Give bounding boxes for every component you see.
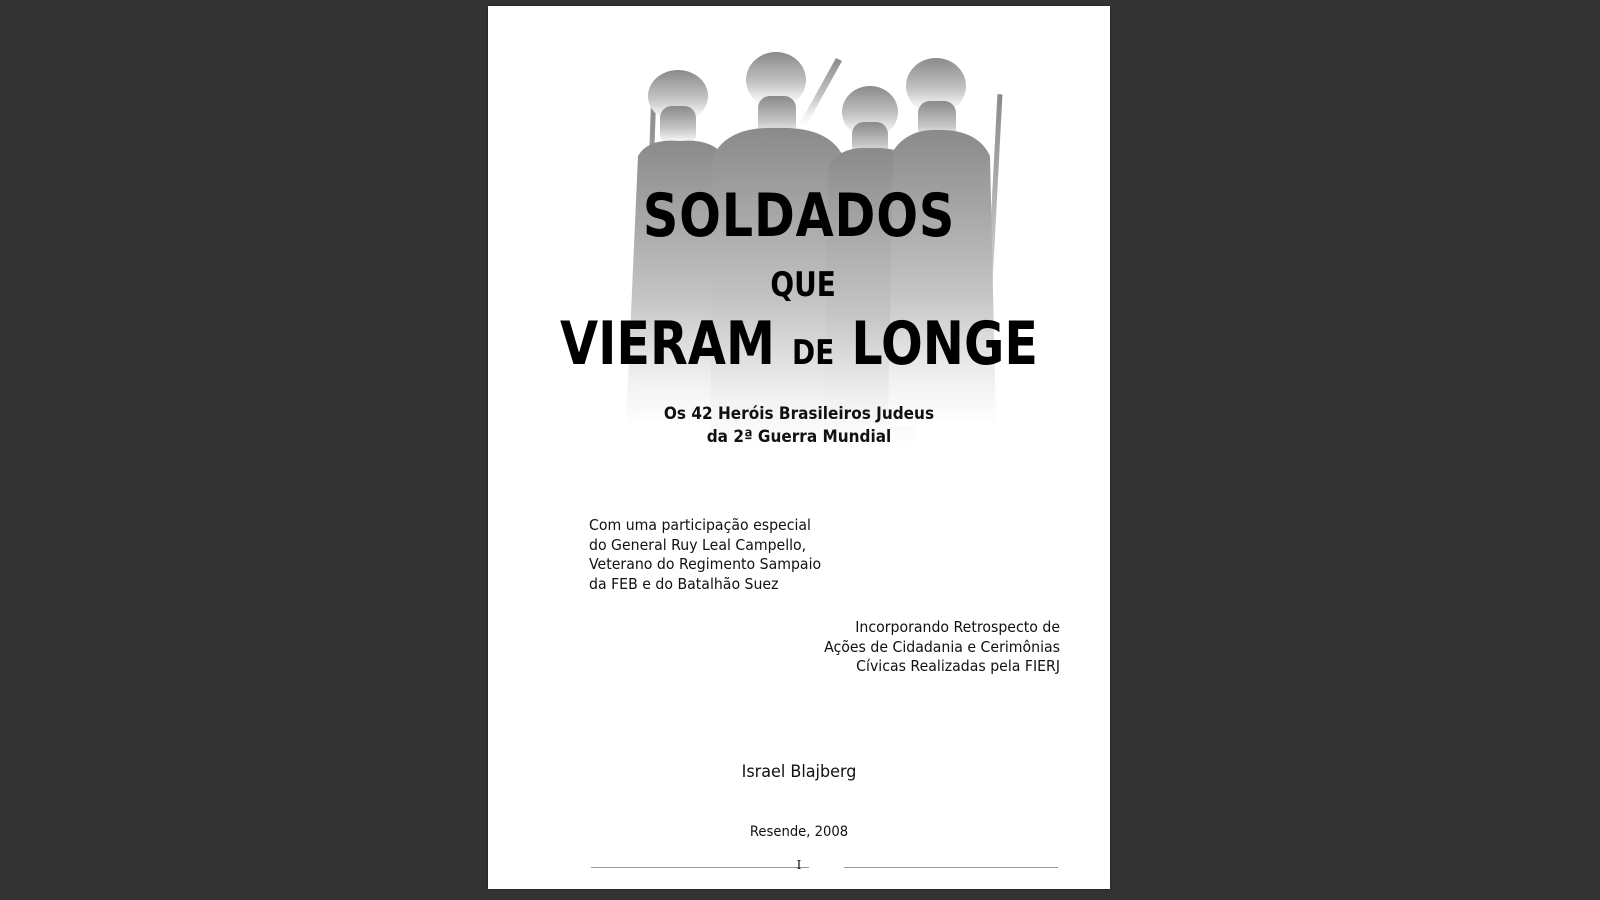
document-page[interactable] <box>488 6 1110 889</box>
book-subtitle <box>488 403 1110 449</box>
subtitle-line-1: Os 42 Heróis Brasileiros Judeus <box>663 404 935 424</box>
subtitle-line-2: da 2ª Guerra Mundial <box>706 427 892 447</box>
participation-line-4: da FEB e do Batalhão Suez <box>589 574 779 593</box>
title-word-de: DE <box>792 333 835 373</box>
participation-line-3: Veterano do Regimento Sampaio <box>589 555 822 573</box>
retrospect-note <box>760 618 1060 677</box>
participation-line-1: Com uma participação especial <box>589 516 811 534</box>
page-number: I <box>796 858 802 872</box>
place-and-year: Resende, 2008 <box>749 824 849 840</box>
title-line-vieram-de-longe <box>544 309 1054 379</box>
title-line-que: QUE <box>770 265 836 305</box>
retrospect-line-1: Incorporando Retrospecto de <box>855 618 1060 636</box>
retrospect-line-2: Ações de Cidadania e Cerimônias <box>824 637 1060 656</box>
participation-note <box>589 516 869 594</box>
author-name: Israel Blajberg <box>741 762 857 782</box>
participation-line-2: do General Ruy Leal Campello, <box>589 535 807 554</box>
title-word-vieram: VIERAM <box>560 309 775 379</box>
title-line-soldados: SOLDADOS <box>642 181 956 251</box>
retrospect-line-3: Cívicas Realizadas pela FIERJ <box>856 657 1060 675</box>
title-word-longe: LONGE <box>851 309 1038 379</box>
footer-rule-right <box>844 867 1058 868</box>
